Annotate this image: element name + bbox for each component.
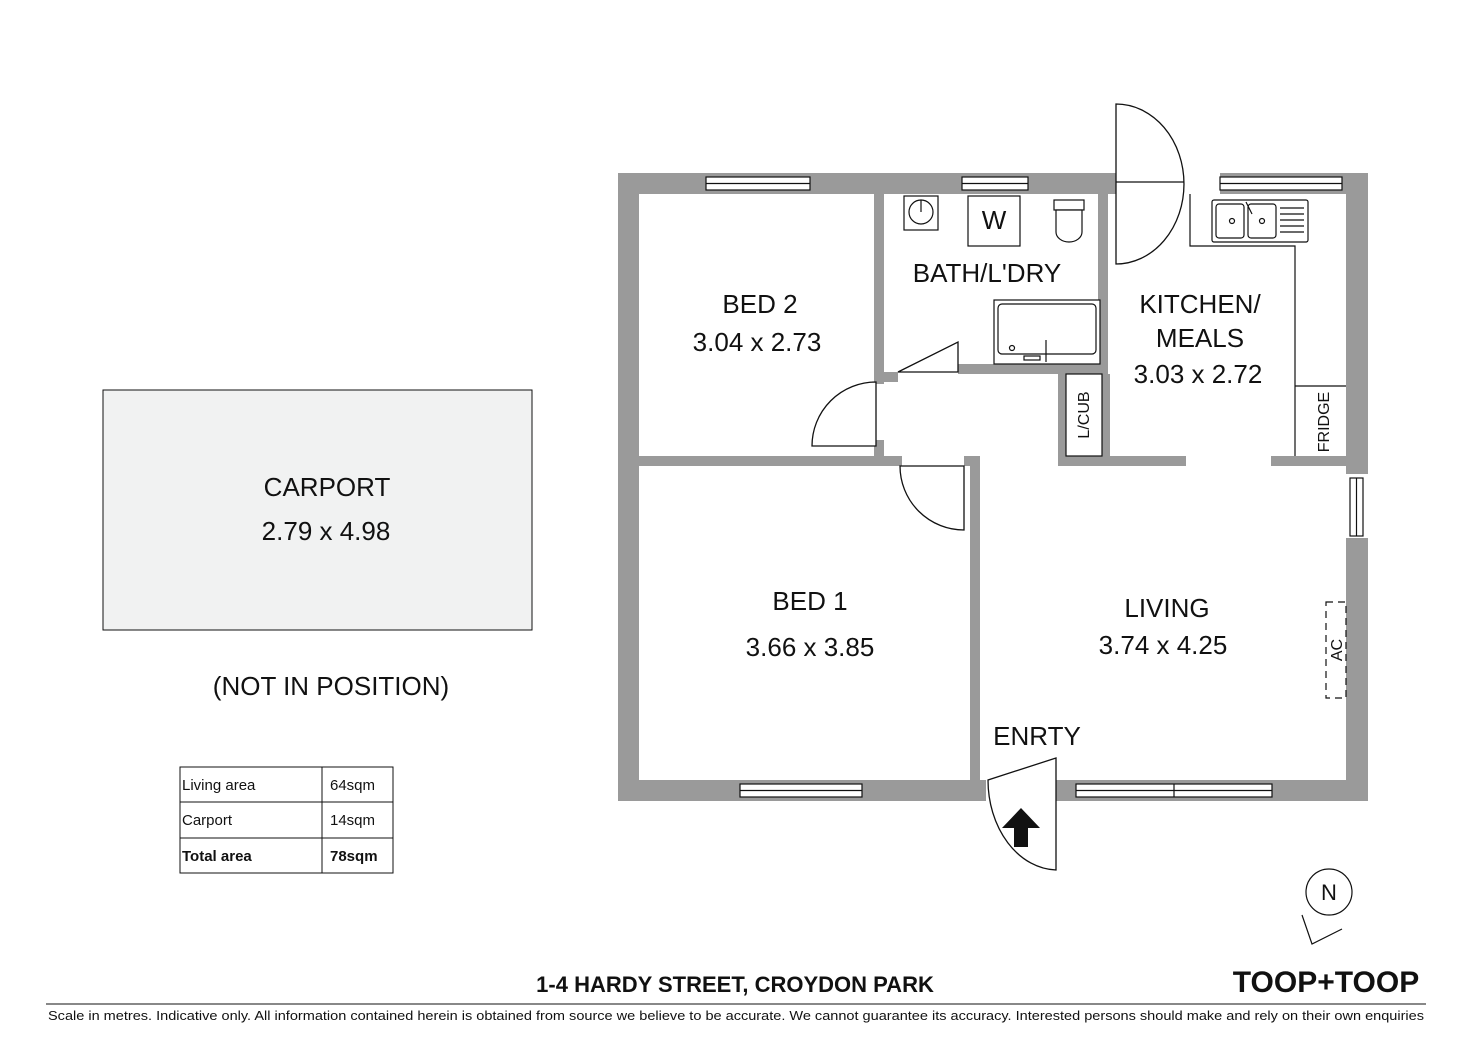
table-label-carport: Carport	[182, 812, 233, 829]
living-label: LIVING	[1124, 593, 1210, 623]
table-value-total: 78sqm	[330, 848, 378, 865]
bed1-label: BED 1	[772, 586, 848, 616]
table-value-living: 64sqm	[330, 777, 376, 794]
entry-label: ENRTY	[993, 721, 1081, 751]
back-door	[1116, 104, 1184, 264]
bed1-door	[900, 466, 964, 530]
table-label-living: Living area	[182, 777, 256, 794]
carport-note: (NOT IN POSITION)	[212, 671, 450, 701]
carport	[103, 390, 532, 701]
disclaimer-text: Scale in metres. Indicative only. All information contained herein is obtained from source we believe to be accurate. We cannot guarantee its accuracy. Interested persons should make and rely on their own enquiries	[48, 1008, 1425, 1023]
sink-icon	[1212, 200, 1308, 242]
area-table	[180, 767, 393, 873]
basin-icon	[904, 196, 938, 230]
toilet-icon	[1054, 200, 1084, 242]
carport-dims: 2.79 x 4.98	[261, 516, 391, 546]
fridge-label: FRIDGE	[1316, 391, 1333, 453]
north-compass-icon	[1302, 869, 1352, 944]
bed2-label: BED 2	[722, 289, 798, 319]
property-address: 1-4 HARDY STREET, CROYDON PARK	[536, 972, 934, 997]
washer-label: W	[981, 205, 1007, 235]
bath-door	[898, 342, 958, 372]
bed2-dims: 3.04 x 2.73	[692, 327, 822, 357]
table-label-total: Total area	[182, 848, 252, 865]
carport-label: CARPORT	[263, 472, 391, 502]
kitchen-label-line1: KITCHEN/	[1139, 289, 1261, 319]
kitchen-dims: 3.03 x 2.72	[1133, 359, 1263, 389]
carport-box	[103, 390, 532, 630]
kitchen-label-line2: MEALS	[1155, 323, 1245, 353]
ac-label: AC	[1329, 638, 1346, 662]
compass-letter: N	[1321, 880, 1337, 905]
bed2-door	[812, 382, 876, 446]
bath-label: BATH/L'DRY	[912, 258, 1062, 288]
brand-logo: TOOP+TOOP	[1232, 966, 1420, 999]
bed1-dims: 3.66 x 3.85	[745, 632, 875, 662]
lcub-label: L/CUB	[1076, 391, 1093, 439]
living-dims: 3.74 x 4.25	[1098, 630, 1228, 660]
table-value-carport: 14sqm	[330, 812, 376, 829]
bathtub-icon	[994, 300, 1100, 364]
